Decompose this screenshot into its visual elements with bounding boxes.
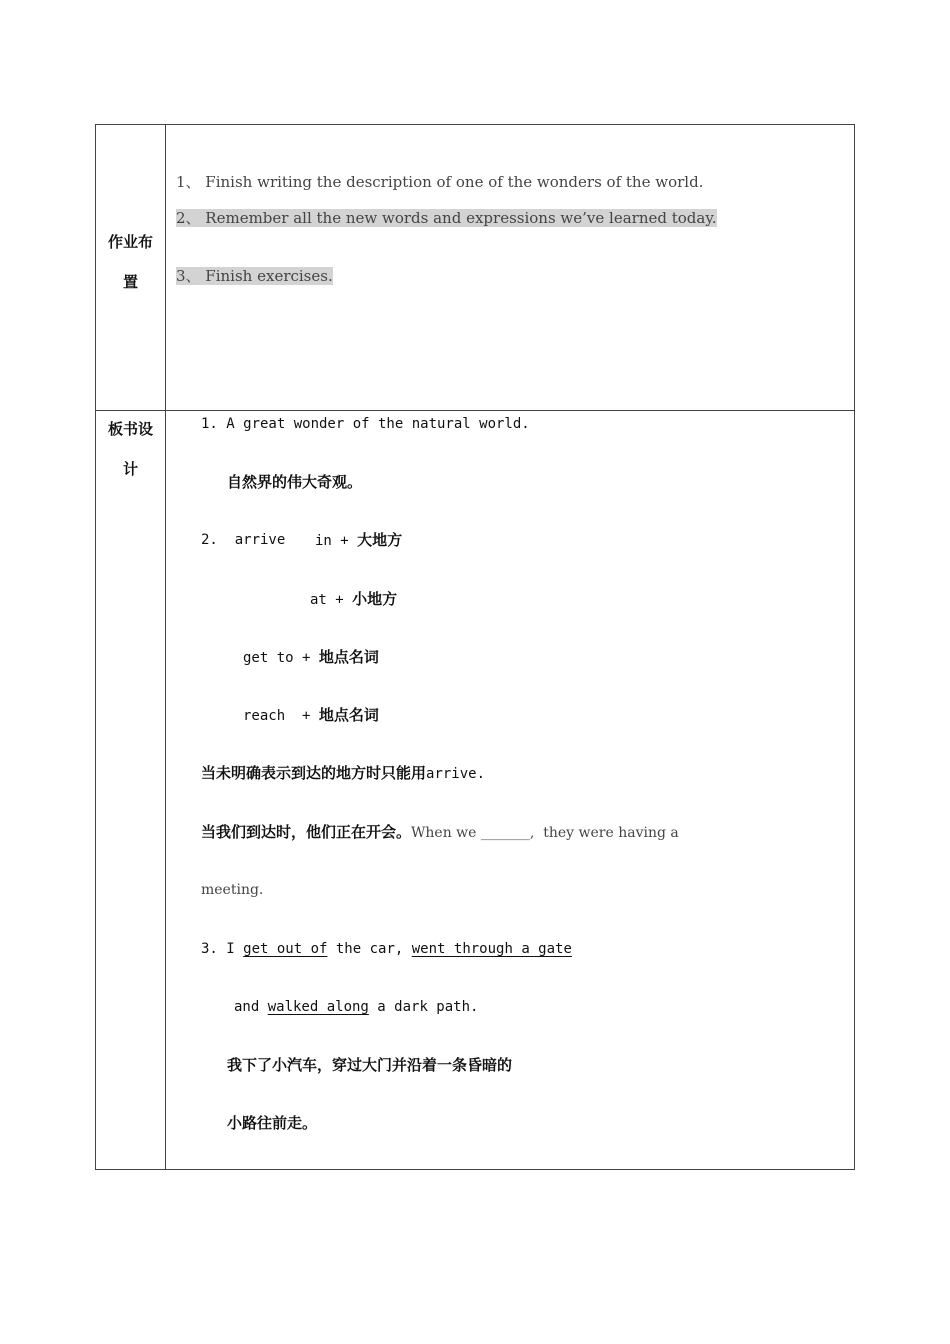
board-example: 当我们到达时，他们正在开会。When we _______, they were having a	[201, 823, 679, 841]
board-point-2-in: in + 大地方	[315, 531, 403, 549]
board-point-1: 1. A great wonder of the natural world.	[201, 416, 530, 432]
board-example-cont: meeting.	[201, 882, 264, 898]
row-divider	[96, 410, 854, 411]
homework-item-3: 3、 Finish exercises.	[176, 267, 333, 285]
lesson-plan-table	[95, 124, 855, 1170]
column-divider	[165, 125, 166, 1169]
board-point-3-cn-2: 小路往前走。	[227, 1114, 318, 1132]
board-design-label: 板书设 计	[107, 420, 153, 478]
homework-item-1: 1、 Finish writing the description of one of the wonders of the world.	[176, 173, 704, 191]
board-point-3-cont: and walked along a dark path.	[234, 999, 479, 1015]
board-point-2-at: at + 小地方	[310, 590, 398, 608]
board-point-3: 3. I get out of the car, went through a gate	[201, 941, 572, 957]
board-point-1-cn: 自然界的伟大奇观。	[227, 473, 363, 491]
board-point-2-get-to: get to + 地点名词	[243, 648, 379, 666]
homework-item-2: 2、 Remember all the new words and expressions we’ve learned today.	[176, 209, 717, 227]
board-point-2-reach: reach + 地点名词	[243, 706, 379, 724]
board-note: 当未明确表示到达的地方时只能用arrive.	[201, 764, 486, 782]
board-point-2-arrive: 2. arrive	[201, 532, 286, 548]
homework-label: 作业布 置	[107, 233, 153, 291]
board-point-3-cn-1: 我下了小汽车，穿过大门并沿着一条昏暗的	[227, 1056, 513, 1074]
